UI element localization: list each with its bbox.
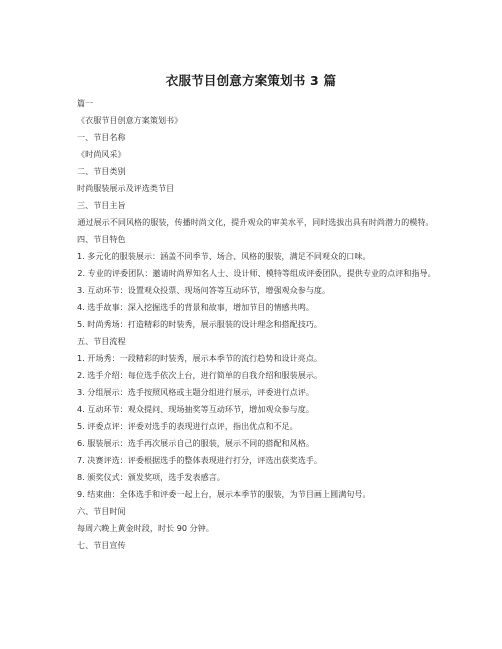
feature-item: 1. 多元化的服装展示：涵盖不同季节、场合、风格的服装，满足不同观众的口味。 [77,251,371,261]
document-body [62,95,446,554]
heading-program-promotion: 七、节目宣传 [77,540,126,550]
program-name: 《时尚风采》 [77,149,126,159]
program-category: 时尚服装展示及评选类节目 [77,183,175,193]
program-time: 每周六晚上黄金时段，时长 90 分钟。 [77,523,214,533]
flow-item: 3. 分组展示：选手按照风格或主题分组进行展示，评委进行点评。 [77,387,314,397]
feature-item: 4. 选手故事：深入挖掘选手的背景和故事，增加节目的情感共鸣。 [77,302,314,312]
flow-item: 8. 颁奖仪式：颁发奖项，选手发表感言。 [77,472,225,482]
feature-item: 3. 互动环节：设置观众投票、现场问答等互动环节，增强观众参与度。 [77,285,331,295]
plan-title: 《衣服节目创意方案策划书》 [77,115,183,125]
section-label: 篇一 [77,98,94,108]
heading-program-features: 四、节目特色 [77,234,126,244]
feature-item: 5. 时尚秀场：打造精彩的时装秀，展示服装的设计理念和搭配技巧。 [77,319,323,329]
heading-program-time: 六、节目时间 [77,506,126,516]
flow-item: 2. 选手介绍：每位选手依次上台，进行简单的自我介绍和服装展示。 [77,370,323,380]
flow-item: 5. 评委点评：评委对选手的表现进行点评，指出优点和不足。 [77,421,298,431]
heading-program-flow: 五、节目流程 [77,336,126,346]
flow-item: 1. 开场秀：一段精彩的时装秀，展示本季节的流行趋势和设计亮点。 [77,353,323,363]
heading-program-name: 一、节目名称 [77,132,126,142]
flow-item: 7. 决赛评选：评委根据选手的整体表现进行打分，评选出获奖选手。 [77,455,323,465]
flow-item: 4. 互动环节：观众提问、现场抽奖等互动环节，增加观众参与度。 [77,404,314,414]
program-purpose: 通过展示不同风格的服装，传播时尚文化，提升观众的审美水平，同时选拔出具有时尚潜力的模特。 [77,217,434,227]
feature-item: 2. 专业的评委团队：邀请时尚界知名人士、设计师、模特等组成评委团队，提供专业的点评和指导。 [77,268,436,278]
heading-program-category: 二、节目类别 [77,166,126,176]
flow-item: 9. 结束曲：全体选手和评委一起上台，展示本季节的服装，为节目画上圆满句号。 [77,489,371,499]
heading-program-purpose: 三、节目主旨 [77,200,126,210]
document-title: 衣服节目创意方案策划书 3 篇 [165,73,337,88]
flow-item: 6. 服装展示：选手再次展示自己的服装，展示不同的搭配和风格。 [77,438,314,448]
